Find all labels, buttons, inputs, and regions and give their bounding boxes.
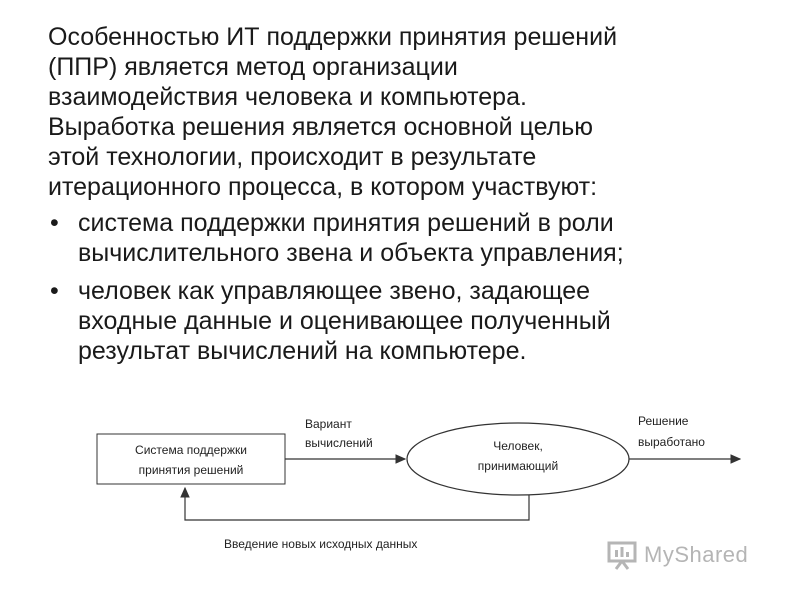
decision-label: выработано [638, 435, 705, 449]
variant-label: Вариант [305, 417, 352, 431]
system-box-label: Система поддержки [135, 443, 247, 457]
system-box-label: принятия решений [138, 463, 244, 477]
variant-label: вычислений [305, 436, 373, 450]
bullet-line: вычислительного звена и объекта управления; [78, 239, 624, 267]
logo-text: MyShared [644, 542, 749, 567]
intro-line: итерационного процесса, в котором участвуют: [48, 173, 598, 201]
person-ellipse-label: принимающий [477, 459, 559, 473]
person-ellipse-label: Человек, [493, 439, 543, 453]
bullet-line: результат вычислений на компьютере. [78, 337, 527, 365]
presentation-board-icon [606, 539, 638, 571]
watermark-logo [606, 538, 776, 572]
decision-label: Решение [638, 414, 689, 428]
bullet-line: входные данные и оценивающее полученный [78, 307, 611, 335]
bullet-dot-icon: • [50, 277, 59, 305]
intro-line: взаимодействия человека и компьютера. [48, 83, 527, 111]
intro-line: этой технологии, происходит в результате [48, 143, 537, 171]
intro-line: Особенностью ИТ поддержки принятия решений [48, 23, 618, 51]
intro-line: (ППР) является метод организации [48, 53, 458, 81]
bullet-dot-icon: • [50, 209, 59, 237]
intro-line: Выработка решения является основной целью [48, 113, 594, 141]
bullet-line: система поддержки принятия решений в роли [78, 209, 614, 237]
feedback-label: Введение новых исходных данных [224, 537, 418, 551]
bullet-line: человек как управляющее звено, задающее [78, 277, 591, 305]
